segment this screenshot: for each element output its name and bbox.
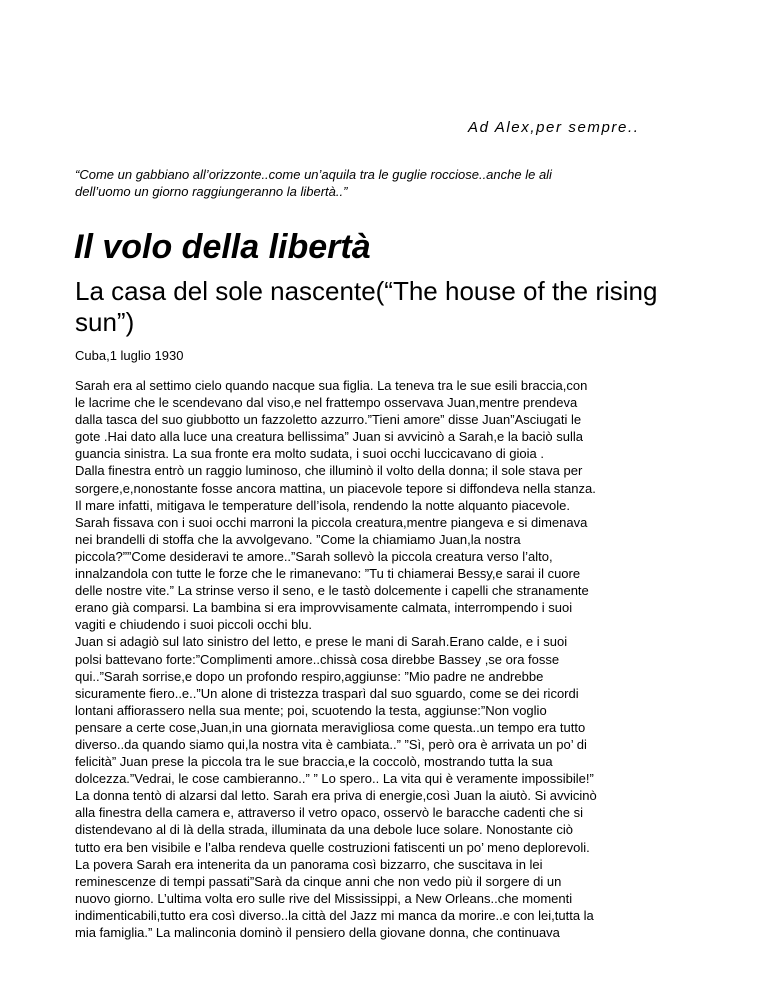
body-line: La povera Sarah era intenerita da un panorama così bizzarro, che suscitava in lei (75, 856, 543, 872)
body-line: Sarah fissava con i suoi occhi marroni la piccola creatura,mentre piangeva e si dimenava (75, 514, 588, 530)
body-line: vagiti e chiudendo i suoi piccoli occhi blu. (75, 617, 313, 633)
chapter-title (75, 276, 715, 338)
body-line: le lacrime che le scendevano dal viso,e nel frattempo osservava Juan,mentre prendeva (75, 395, 578, 411)
body-line: felicità” Juan prese la piccola tra le sue braccia,e la coccolò, mostrando tutta la sua (75, 754, 553, 770)
body-line: erano già comparsi. La bambina si era improvvisamente calmata, interrompendo i suoi (75, 600, 573, 616)
body-line: dalla tasca del suo giubbotto un fazzoletto azzurro.”Tieni amore” disse Juan”Asciugati le (75, 412, 582, 428)
body-line: tutto era ben visibile e l’alba rendeva quelle costruzioni fatiscenti un po’ meno deplorevoli. (75, 839, 590, 855)
body-line: La donna tentò di alzarsi dal letto. Sarah era priva di energie,così Juan la aiutò. Si avvicinò (75, 788, 597, 804)
body-line: guancia sinistra. La sua fronte era molto sudata, i suoi occhi luccicavano di gioia . (75, 446, 544, 462)
dateline: Cuba,1 luglio 1930 (75, 348, 184, 363)
body-line: Dalla finestra entrò un raggio luminoso, che illuminò il volto della donna; il sole stava per (75, 463, 583, 479)
dedication: Ad Alex,per sempre.. (468, 119, 640, 136)
body-line: innalzandola con tutte le forze che le rimanevano: ”Tu ti chiamerai Bessy,e sarai il cuore (75, 566, 581, 582)
body-line: nuovo giorno. L’ultima volta ero sulle rive del Mississippi, a New Orleans..che momenti (75, 890, 573, 906)
body-line: nei brandelli di stoffa che la avvolgevano. ”Come la chiamiamo Juan,la nostra (75, 531, 521, 547)
document-title: Il volo della libertà (74, 228, 371, 266)
body-line: delle nostre vite.” La strinse verso il seno, e le tastò dolcemente i capelli che stranamente (75, 583, 589, 599)
body-line: gote .Hai dato alla luce una creatura bellissima” Juan si avvicinò a Sarah,e la baciò sulla (75, 429, 584, 445)
body-line: Il mare infatti, mitigava le temperature dell’isola, rendendo la notte alquanto piacevole. (75, 497, 571, 513)
body-text (75, 377, 725, 941)
body-line: reminescenze di tempi passati”Sarà da cinque anni che non vedo più il sorgere di un (75, 873, 562, 889)
epigraph-line: dell’uomo un giorno raggiungeranno la libertà..” (75, 184, 348, 199)
chapter-title-line: sun”) (75, 307, 135, 337)
body-line: mia famiglia.” La malinconia dominò il pensiero della giovane donna, che continuava (75, 925, 560, 940)
body-line: Sarah era al settimo cielo quando nacque sua figlia. La teneva tra le sue esili braccia,con (75, 378, 588, 393)
body-line: distendevano al di là della strada, illuminata da una debole luce solare. Nonostante ciò (75, 822, 573, 838)
body-line: Juan si adagiò sul lato sinistro del letto, e prese le mani di Sarah.Erano calde, e i suoi (75, 634, 568, 650)
body-line: alla finestra della camera e, attraverso il vetro opaco, osservò le baracche cadenti che si (75, 805, 583, 821)
body-line: sorgere,e,nonostante fosse ancora mattina, un piacevole tepore si diffondeva nella stanza. (75, 480, 596, 496)
body-line: polsi battevano forte:”Complimenti amore..chissà cosa direbbe Bassey ,se ora fosse (75, 651, 560, 667)
body-line: indimenticabili,tutto era così diverso..la città del Jazz mi manca da morire..e con lei,tutta la (75, 907, 594, 923)
body-line: pensare a certe cose,Juan,in una giornata meravigliosa come questa..un tempo era tutto (75, 719, 586, 735)
body-line: sicuramente fiero..e..”Un alone di tristezza trasparì dal suo sguardo, come se dei ricordi (75, 685, 579, 701)
body-line: lontani affiorassero nella sua mente; poi, scuotendo la testa, aggiunse:”Non voglio (75, 702, 547, 718)
body-line: qui..”Sarah sorrise,e dopo un profondo respiro,aggiunse: ”Mio padre ne andrebbe (75, 668, 544, 684)
epigraph (75, 166, 715, 200)
body-line: piccola?””Come desideravi te amore..”Sarah sollevò la piccola creatura verso l’alto, (75, 548, 553, 564)
body-line: diverso..da quando siamo qui,la nostra vita è cambiata..” ”Sì, però ora è arrivata un po’ di (75, 736, 587, 752)
chapter-title-line: La casa del sole nascente(“The house of the rising (75, 276, 658, 306)
epigraph-line: “Come un gabbiano all’orizzonte..come un’aquila tra le guglie rocciose..anche le ali (75, 167, 552, 182)
body-line: dolcezza.”Vedrai, le cose cambieranno..” ” Lo spero.. La vita qui è veramente impossibile!” (75, 771, 594, 787)
